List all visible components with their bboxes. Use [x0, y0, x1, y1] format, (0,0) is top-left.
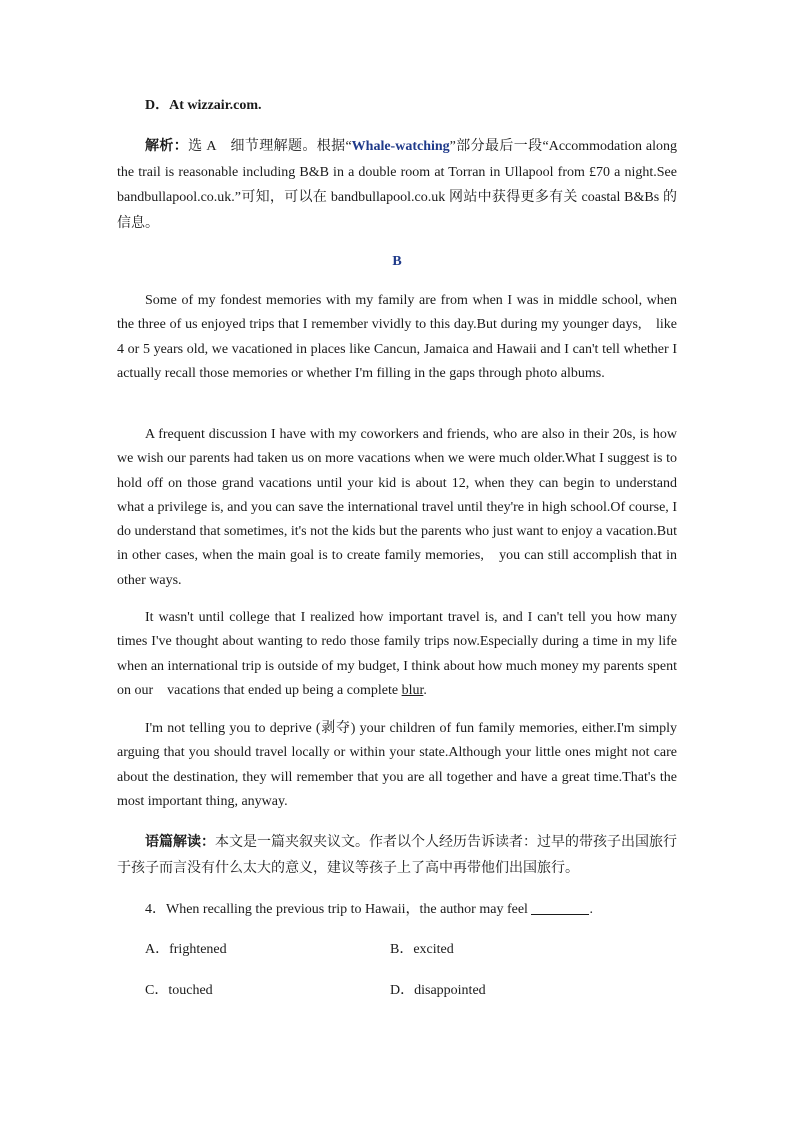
passage-paragraph-4 [117, 717, 677, 814]
option-d: D．disappointed [390, 983, 486, 998]
analysis-highlight: Whale-watching [351, 139, 450, 154]
question-4-stem: 4．When recalling the previous trip to Hawaii，the author may feel [145, 902, 528, 917]
option-a: A．frightened [145, 942, 227, 957]
passage-paragraph-2 [117, 423, 677, 593]
answer-blank [531, 900, 589, 915]
passage-p4-text: I'm not telling you to deprive (剥夺) your children of fun family memories, either.I'm simply arguing that you should travel locally or within your state.Although your little ones might not care about the destination, they will remember that you are all together and have a great time.That's the most important thing, anyway. [117, 721, 677, 809]
passage-p2-text: A frequent discussion I have with my coworkers and friends, who are also in their 20s, is how we wish our parents had taken us on more vacations when we were much older.What I suggest is to hold off on those grand vacations until your kid is about 12, when they can begin to understand what a privilege is, and you can save the international travel until they're in high school.Of course, I do understand that sometimes, it's not the kids but the parents who just want to enjoy a vacation.But in other cases, when the main goal is to create family memories, you can still accomplish that in other ways. [117, 427, 677, 588]
prev-option-d: D．At wizzair.com. [145, 98, 262, 113]
analysis-prefix: 选 A 细节理解题。根据“ [188, 139, 352, 154]
passage-p3-end: . [423, 682, 427, 698]
option-c: C．touched [145, 983, 213, 998]
summary-label: 语篇解读： [145, 835, 215, 850]
summary-text: 本文是一篇夹叙夹议文。作者以个人经历告诉读者：过早的带孩子出国旅行于孩子而言没有什么太大的意义，建议等孩子上了高中再带他们出国旅行。 [117, 835, 677, 876]
passage-paragraph-1 [117, 289, 677, 386]
question-4-end: . [589, 902, 593, 917]
summary-paragraph [117, 830, 677, 882]
analysis-suffix: ”部分最后一段“Accommodation along the trail is reasonable including B&B in a double room at Torran in Ullapool from £70 a night.See bandbullapool.co.uk.”可知，可以在 bandbullapool.co.uk 网站中获得更多有关 coastal B&Bs 的信息。 [117, 139, 678, 231]
passage-paragraph-3 [117, 606, 677, 703]
analysis-paragraph [117, 134, 677, 236]
passage-p3-text: It wasn't until college that I realized how important travel is, and I can't tell you how many times I've thought about wanting to redo those family trips now.Especially during a time in my life when an international trip is outside of my budget, I think about how much money my parents spent on our vacations that ended up being a complete [117, 610, 677, 698]
analysis-label: 解析： [145, 139, 189, 154]
option-b: B．excited [390, 942, 454, 957]
passage-p1-text: Some of my fondest memories with my family are from when I was in middle school, when the three of us enjoyed trips that I remember vividly to this day.But during my younger days, like 4 or 5 years old, we vacationed in places like Cancun, Jamaica and Hawaii and I can't tell whether I actually recall those memories or whether I'm filling in the gaps through photo albums. [117, 293, 677, 381]
section-letter: B [392, 254, 402, 269]
underlined-word-blur: blur [401, 682, 424, 698]
question-4 [145, 898, 705, 922]
